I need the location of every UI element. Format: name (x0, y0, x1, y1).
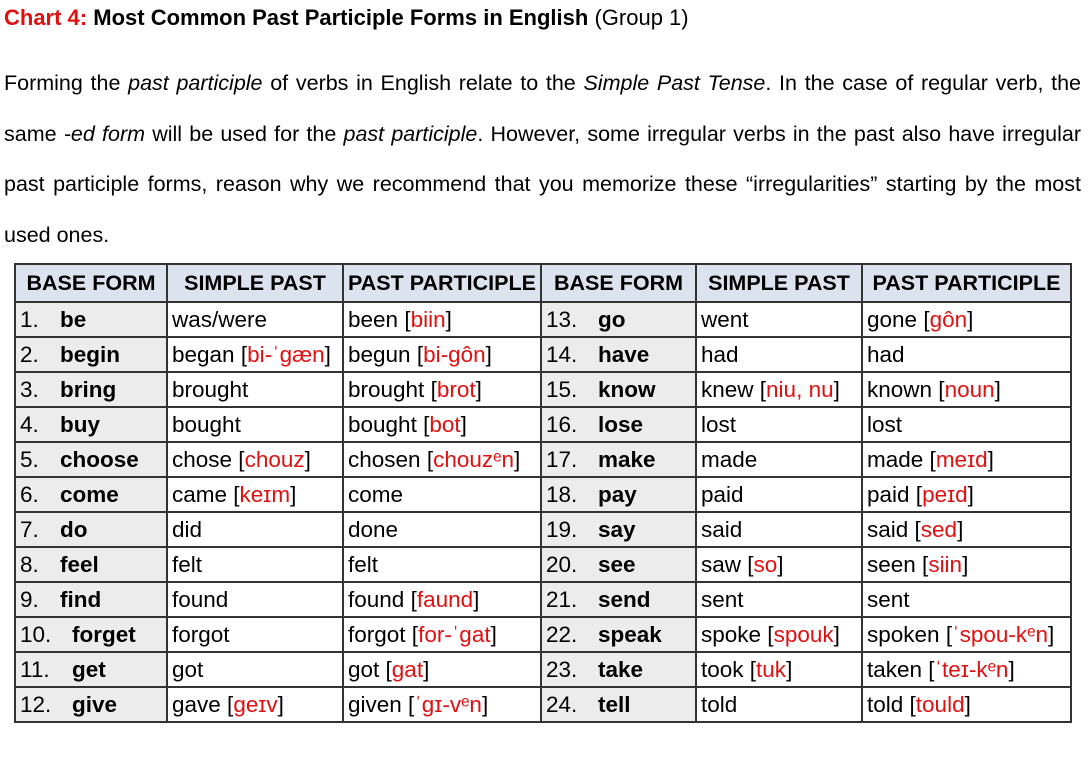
intro-emphasis: -ed form (63, 121, 146, 146)
past-participle-cell: forgot [for-ˈgat] (343, 617, 541, 652)
pronunciation: tould (915, 691, 965, 717)
past-participle-cell (862, 582, 1071, 617)
base-form-cell (15, 442, 167, 477)
base-form-verb: do (60, 516, 88, 542)
past-participle-table (14, 263, 1072, 723)
base-form-cell (15, 687, 167, 722)
past-participle-word: come (348, 481, 404, 507)
verb-number: 19. (546, 516, 578, 542)
column-header-base-form: BASE FORM (15, 264, 167, 302)
simple-past-cell: chose [chouz] (167, 442, 343, 477)
simple-past-word: went (701, 306, 749, 332)
base-form-cell (15, 617, 167, 652)
base-form-cell (15, 582, 167, 617)
simple-past-word: knew (701, 376, 754, 402)
table-row (15, 617, 1071, 652)
simple-past-word: sent (701, 586, 744, 612)
base-form-cell (541, 617, 696, 652)
pronunciation: sed (920, 516, 958, 542)
simple-past-cell (167, 547, 343, 582)
simple-past-word: forgot (172, 621, 230, 647)
pronunciation: faund (416, 586, 474, 612)
simple-past-cell: knew [niu, nu] (696, 372, 862, 407)
simple-past-cell (167, 302, 343, 337)
base-form-verb: say (598, 516, 636, 542)
simple-past-word: took (701, 656, 744, 682)
verb-number: 7. (20, 516, 39, 542)
column-header-base-form: BASE FORM (541, 264, 696, 302)
simple-past-word: bought (172, 411, 241, 437)
simple-past-word: found (172, 586, 229, 612)
column-header-past-participle: PAST PARTICIPLE (862, 264, 1071, 302)
simple-past-word: got (172, 656, 204, 682)
past-participle-word: found (348, 586, 405, 612)
base-form-cell (541, 302, 696, 337)
intro-text: Forming the (4, 71, 129, 95)
past-participle-cell: paid [peɪd] (862, 477, 1071, 512)
simple-past-cell: took [tuk] (696, 652, 862, 687)
table-row (15, 442, 1071, 477)
base-form-cell (541, 372, 696, 407)
past-participle-word: paid (867, 481, 910, 507)
verb-number: 2. (20, 341, 39, 367)
pronunciation: ˈspou-kᵉn (952, 621, 1048, 647)
verb-number: 16. (546, 411, 578, 437)
past-participle-word: gone (867, 306, 918, 332)
base-form-verb: bring (60, 376, 117, 402)
past-participle-cell: made [meɪd] (862, 442, 1071, 477)
base-form-verb: speak (598, 621, 662, 647)
past-participle-word: taken (867, 656, 923, 682)
simple-past-cell (696, 337, 862, 372)
past-participle-cell: given [ˈgɪ-vᵉn] (343, 687, 541, 722)
pronunciation: peɪd (922, 481, 968, 507)
table-row (15, 512, 1071, 547)
simple-past-cell (167, 652, 343, 687)
base-form-verb: find (60, 586, 102, 612)
past-participle-word: had (867, 341, 905, 367)
pronunciation: biin (410, 306, 446, 332)
base-form-verb: choose (60, 446, 139, 472)
verb-number: 24. (546, 691, 578, 717)
base-form-cell (15, 372, 167, 407)
pronunciation: for-ˈgat (418, 621, 491, 647)
simple-past-cell (696, 477, 862, 512)
pronunciation: niu, nu (766, 376, 834, 402)
base-form-cell (541, 547, 696, 582)
base-form-cell (541, 582, 696, 617)
chart-group: (Group 1) (594, 5, 689, 30)
base-form-verb: go (598, 306, 626, 332)
simple-past-cell: came [keɪm] (167, 477, 343, 512)
simple-past-cell (696, 687, 862, 722)
verb-number: 10. (20, 621, 52, 647)
base-form-verb: see (598, 551, 636, 577)
base-form-cell (15, 337, 167, 372)
simple-past-word: made (701, 446, 758, 472)
verb-number: 22. (546, 621, 578, 647)
table-row (15, 337, 1071, 372)
verb-number: 15. (546, 376, 578, 402)
pronunciation: meɪd (935, 446, 988, 472)
intro-text: will be used for the (145, 121, 344, 146)
past-participle-cell (343, 547, 541, 582)
simple-past-word: began (172, 341, 235, 367)
simple-past-word: paid (701, 481, 744, 507)
base-form-verb: send (598, 586, 651, 612)
pronunciation: ˈteɪ-kᵉn (934, 656, 1009, 682)
base-form-cell (541, 477, 696, 512)
simple-past-word: lost (701, 411, 737, 437)
past-participle-cell (862, 407, 1071, 442)
pronunciation: ˈgɪ-vᵉn (414, 691, 482, 717)
simple-past-word: gave (172, 691, 221, 717)
past-participle-word: brought (348, 376, 425, 402)
intro-text: . However, some irregular verbs in the past also have irregular past participle forms, reason why we recommend that you memorize these “irregularities” starting by the most used ones. (4, 121, 1081, 247)
simple-past-cell (167, 617, 343, 652)
chart-title: Most Common Past Participle Forms in English (93, 5, 589, 30)
past-participle-word: done (348, 516, 399, 542)
verb-number: 1. (20, 306, 39, 332)
simple-past-cell (167, 582, 343, 617)
pronunciation: chouz (244, 446, 305, 472)
column-header-past-participle: PAST PARTICIPLE (343, 264, 541, 302)
table-row (15, 477, 1071, 512)
table-row (15, 547, 1071, 582)
base-form-verb: come (60, 481, 119, 507)
base-form-verb: forget (72, 621, 136, 647)
past-participle-word: felt (348, 551, 379, 577)
base-form-verb: pay (598, 481, 637, 507)
base-form-cell (15, 477, 167, 512)
table-row (15, 652, 1071, 687)
table-row (15, 582, 1071, 617)
pronunciation: gat (391, 656, 424, 682)
past-participle-cell: got [gat] (343, 652, 541, 687)
base-form-cell (15, 547, 167, 582)
verb-number: 11. (20, 656, 50, 682)
base-form-verb: feel (60, 551, 99, 577)
base-form-cell (15, 652, 167, 687)
pronunciation: tuk (756, 656, 787, 682)
base-form-cell (15, 302, 167, 337)
base-form-verb: have (598, 341, 650, 367)
pronunciation: bi-ˈgæn (247, 341, 325, 367)
past-participle-word: seen (867, 551, 916, 577)
base-form-cell (541, 442, 696, 477)
simple-past-cell (696, 302, 862, 337)
base-form-verb: buy (60, 411, 101, 437)
chart-number: Chart 4: (4, 5, 88, 30)
past-participle-word: told (867, 691, 904, 717)
simple-past-cell: began [bi-ˈgæn] (167, 337, 343, 372)
intro-emphasis: Simple Past Tense (583, 71, 766, 95)
simple-past-word: spoke (701, 621, 762, 647)
simple-past-cell: saw [so] (696, 547, 862, 582)
verb-number: 4. (20, 411, 39, 437)
verb-number: 23. (546, 656, 578, 682)
verb-number: 21. (546, 586, 578, 612)
past-participle-cell: found [faund] (343, 582, 541, 617)
past-participle-cell: been [biin] (343, 302, 541, 337)
verb-number: 5. (20, 446, 39, 472)
base-form-cell (541, 407, 696, 442)
past-participle-word: spoken (867, 621, 940, 647)
past-participle-word: forgot (348, 621, 406, 647)
simple-past-word: came (172, 481, 228, 507)
verb-number: 14. (546, 341, 578, 367)
base-form-verb: lose (598, 411, 644, 437)
pronunciation: keɪm (239, 481, 291, 507)
simple-past-cell (167, 407, 343, 442)
past-participle-cell (343, 477, 541, 512)
past-participle-word: said (867, 516, 909, 542)
chart-heading (4, 4, 689, 32)
past-participle-cell: begun [bi-gôn] (343, 337, 541, 372)
intro-paragraph (4, 58, 1081, 260)
simple-past-cell: gave [geɪv] (167, 687, 343, 722)
verb-number: 8. (20, 551, 39, 577)
past-participle-cell (343, 512, 541, 547)
base-form-verb: begin (60, 341, 120, 367)
table-row (15, 372, 1071, 407)
simple-past-word: said (701, 516, 743, 542)
pronunciation: gôn (929, 306, 968, 332)
past-participle-cell: bought [bot] (343, 407, 541, 442)
past-participle-cell: known [noun] (862, 372, 1071, 407)
pronunciation: siin (928, 551, 963, 577)
verb-number: 3. (20, 376, 39, 402)
simple-past-cell (167, 372, 343, 407)
past-participle-cell (862, 337, 1071, 372)
pronunciation: chouzᵉn (433, 446, 514, 472)
intro-text: . In the case of regular verb, the same (4, 71, 1082, 146)
pronunciation: so (753, 551, 778, 577)
past-participle-word: chosen (348, 446, 421, 472)
past-participle-cell: told [tould] (862, 687, 1071, 722)
simple-past-word: saw (701, 551, 742, 577)
past-participle-cell: seen [siin] (862, 547, 1071, 582)
past-participle-cell: spoken [ˈspou-kᵉn] (862, 617, 1071, 652)
base-form-verb: tell (598, 691, 631, 717)
simple-past-cell (167, 512, 343, 547)
table-row (15, 302, 1071, 337)
simple-past-word: chose (172, 446, 233, 472)
verb-number: 12. (20, 691, 52, 717)
past-participle-word: bought (348, 411, 417, 437)
past-participle-word: known (867, 376, 933, 402)
base-form-verb: know (598, 376, 656, 402)
verb-number: 17. (546, 446, 578, 472)
verb-number: 20. (546, 551, 578, 577)
column-header-simple-past: SIMPLE PAST (167, 264, 343, 302)
base-form-verb: get (72, 656, 106, 682)
simple-past-word: brought (172, 376, 249, 402)
base-form-verb: take (598, 656, 644, 682)
base-form-verb: give (72, 691, 118, 717)
simple-past-cell (696, 582, 862, 617)
base-form-cell (541, 512, 696, 547)
intro-emphasis: past participle (128, 71, 263, 95)
table-row (15, 407, 1071, 442)
base-form-cell (15, 512, 167, 547)
past-participle-word: lost (867, 411, 903, 437)
verb-number: 6. (20, 481, 39, 507)
simple-past-word: was/were (172, 306, 268, 332)
table-header-row (15, 264, 1071, 302)
past-participle-cell: taken [ˈteɪ-kᵉn] (862, 652, 1071, 687)
pronunciation: noun (944, 376, 995, 402)
verb-number: 9. (20, 586, 39, 612)
simple-past-cell: spoke [spouk] (696, 617, 862, 652)
past-participle-cell: brought [brot] (343, 372, 541, 407)
past-participle-cell: chosen [chouzᵉn] (343, 442, 541, 477)
column-header-simple-past: SIMPLE PAST (696, 264, 862, 302)
simple-past-word: felt (172, 551, 203, 577)
table-row (15, 687, 1071, 722)
past-participle-word: sent (867, 586, 910, 612)
verb-number: 13. (546, 306, 578, 332)
base-form-cell (541, 687, 696, 722)
base-form-cell (15, 407, 167, 442)
simple-past-cell (696, 442, 862, 477)
simple-past-word: told (701, 691, 738, 717)
intro-text: of verbs in English relate to the (262, 71, 584, 95)
base-form-verb: make (598, 446, 656, 472)
pronunciation: bot (429, 411, 461, 437)
simple-past-cell (696, 512, 862, 547)
past-participle-word: got (348, 656, 380, 682)
base-form-cell (541, 652, 696, 687)
past-participle-word: given (348, 691, 402, 717)
simple-past-word: did (172, 516, 203, 542)
base-form-verb: be (60, 306, 87, 332)
simple-past-cell (696, 407, 862, 442)
pronunciation: spouk (773, 621, 834, 647)
base-form-cell (541, 337, 696, 372)
pronunciation: brot (436, 376, 476, 402)
pronunciation: geɪv (233, 691, 278, 717)
past-participle-cell: gone [gôn] (862, 302, 1071, 337)
intro-emphasis: past participle (343, 121, 478, 146)
past-participle-word: been (348, 306, 399, 332)
past-participle-cell: said [sed] (862, 512, 1071, 547)
simple-past-word: had (701, 341, 739, 367)
past-participle-word: made (867, 446, 924, 472)
verb-number: 18. (546, 481, 578, 507)
pronunciation: bi-gôn (423, 341, 486, 367)
past-participle-word: begun (348, 341, 411, 367)
